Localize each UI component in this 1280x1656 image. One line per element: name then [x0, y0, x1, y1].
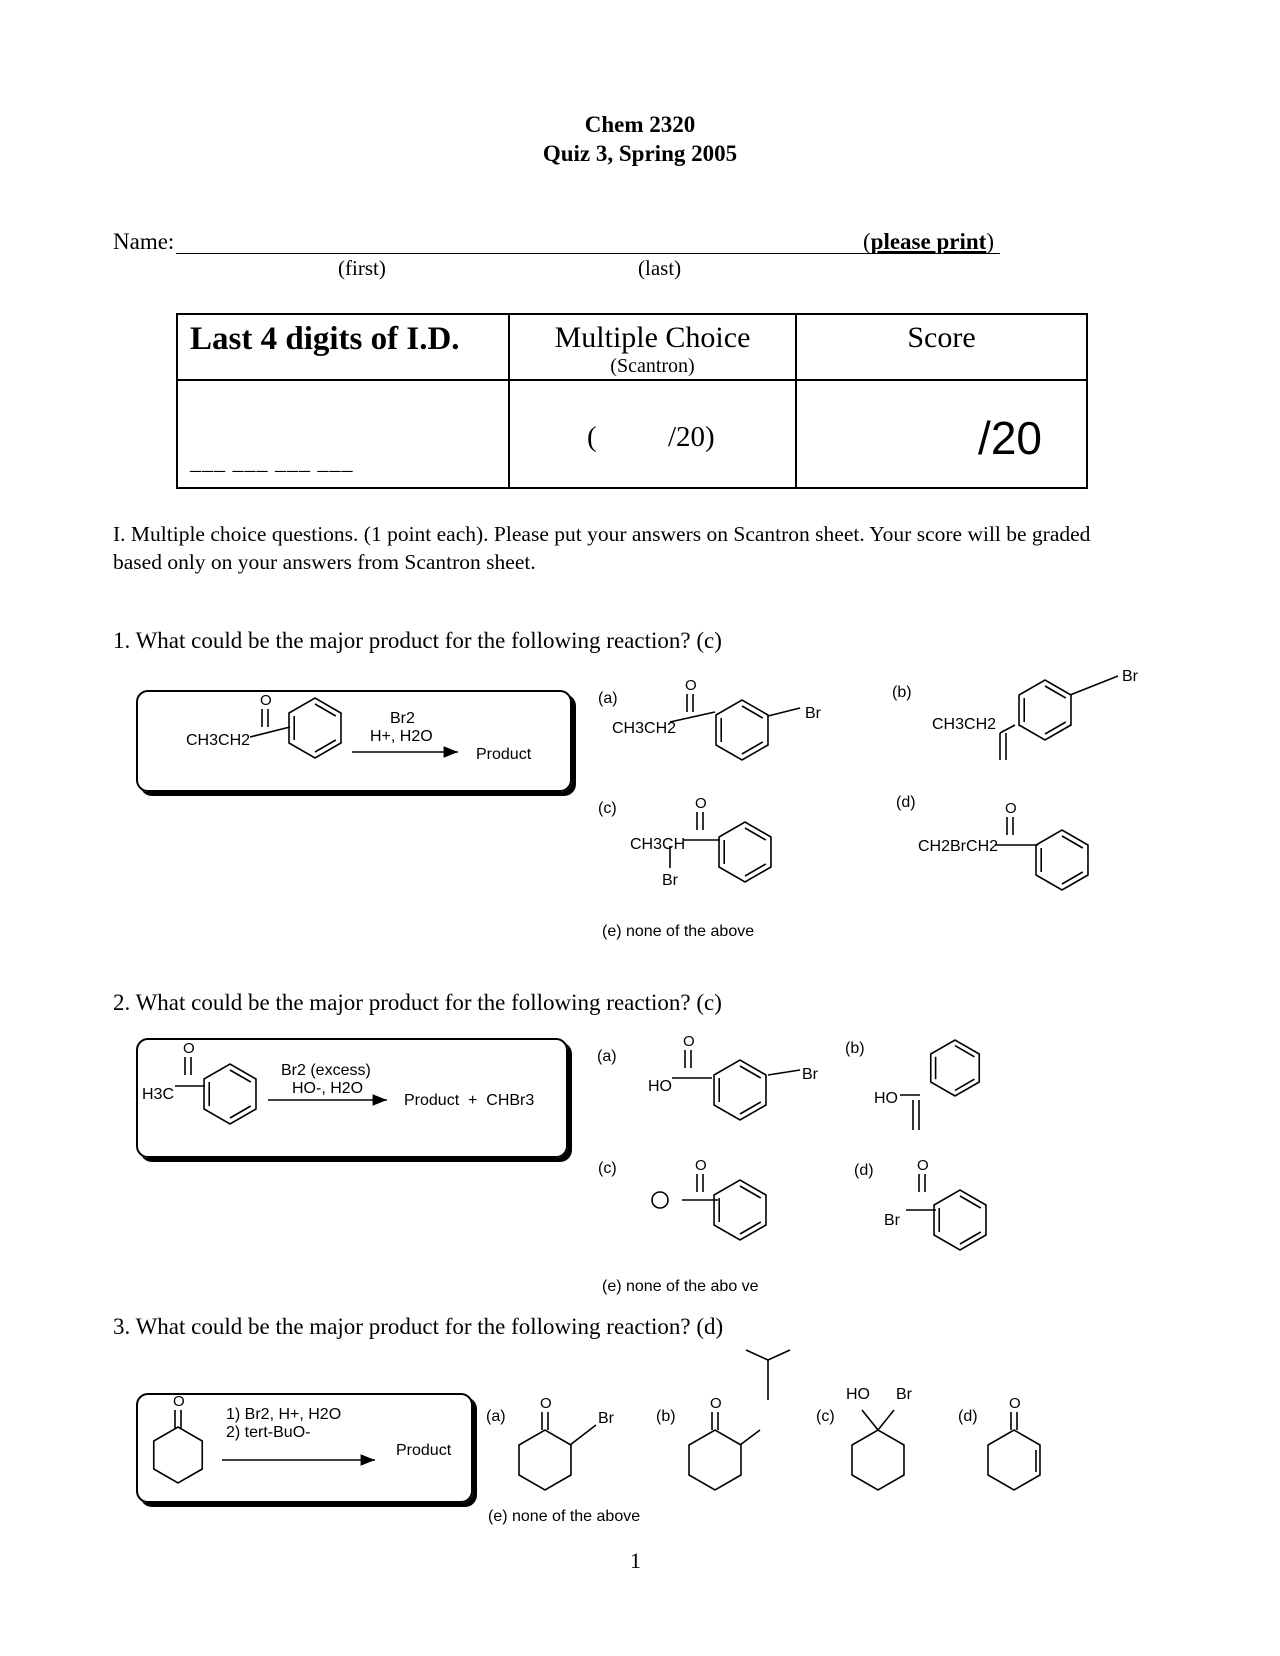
q2-option-b-ho: HO	[874, 1090, 898, 1107]
q2-reagent-top: Br2 (excess)	[281, 1062, 371, 1079]
q1-option-b-br: Br	[1122, 668, 1138, 685]
q2-b-benzene-ring-double-bond	[955, 1079, 974, 1090]
question-1-text: 1. What could be the major product for the following reaction? (c)	[113, 628, 722, 653]
q1-option-a-chain: CH3CH2	[612, 720, 677, 737]
q3-c-cyclohexane-ring	[852, 1430, 904, 1490]
q2-option-d-label: (d)	[854, 1162, 874, 1179]
q3-product-label: Product	[396, 1442, 452, 1459]
q2-reagent-bottom: HO-, H2O	[292, 1080, 364, 1097]
q1-b-benzene-ring	[1019, 680, 1071, 740]
q2-option-a-label: (a)	[597, 1048, 617, 1065]
q1-option-c-br: Br	[662, 872, 678, 889]
q1-d-benzene-ring-double-bond	[1062, 872, 1083, 884]
q2-c-benzene-ring	[714, 1180, 766, 1240]
q1-option-a-label: (a)	[598, 690, 618, 707]
please-print-note: (please print)	[863, 229, 994, 254]
q1-a-bond	[670, 712, 715, 722]
mc-open-paren: (	[587, 421, 597, 453]
q1-product-label: Product	[476, 746, 532, 763]
quiz-title: Quiz 3, Spring 2005	[542, 141, 738, 166]
q3-b-cyclohexane-ring	[689, 1430, 741, 1490]
q1-option-d-label: (d)	[896, 794, 916, 811]
q2-option-c-label: (c)	[598, 1160, 617, 1177]
q2-c-anion-charge	[652, 1192, 668, 1208]
q2-a-carbonyl-oxygen: O	[683, 1033, 695, 1050]
q1-d-benzene-ring	[1036, 830, 1088, 890]
q3-option-b-label: (b)	[656, 1408, 676, 1425]
question-2-text: 2. What could be the major product for the following reaction? (c)	[113, 990, 722, 1015]
q2-a-br-bond	[768, 1070, 800, 1075]
q1-option-b-chain: CH3CH2	[932, 716, 997, 733]
q1-reagent-bottom: H+, H2O	[370, 728, 433, 745]
q2-c-carbonyl-oxygen: O	[695, 1157, 707, 1174]
q3-option-c-br: Br	[896, 1386, 912, 1403]
total-score-value: /20	[978, 412, 1042, 464]
q1-b-br-bond	[1070, 676, 1118, 695]
q1-b-bond	[1000, 725, 1015, 733]
q3-b-ether-bond	[740, 1430, 760, 1445]
q2-product-label: Product + CHBr3	[404, 1092, 535, 1109]
q2-a-benzene-ring	[714, 1060, 766, 1120]
q3-b-carbonyl-oxygen: O	[710, 1395, 722, 1412]
q3-option-c-ho: HO	[846, 1386, 870, 1403]
q2-d-benzene-ring-double-bond	[960, 1232, 981, 1244]
name-label: Name:	[113, 229, 175, 254]
q1-a-benzene-ring-double-bond	[742, 706, 763, 718]
q1-b-benzene-ring-double-bond	[1045, 722, 1066, 734]
instructions: I. Multiple choice questions. (1 point each). Please put your answers on Scantron sheet. Your score will be graded based only on your answers from Scantron sheet.	[113, 522, 1091, 574]
q3-d-carbonyl-oxygen: O	[1009, 1395, 1021, 1412]
q3-reagent-2: 2) tert-BuO-	[226, 1424, 311, 1441]
q2-reactant-chain: H3C	[142, 1086, 175, 1103]
id-header: Last 4 digits of I.D.	[190, 321, 460, 357]
q3-option-a-br: Br	[598, 1410, 614, 1427]
q1-a-benzene-ring-double-bond	[742, 742, 763, 754]
q3-option-d-label: (d)	[958, 1408, 978, 1425]
q2-d-benzene-ring-double-bond	[960, 1196, 981, 1208]
q3-d-cyclohexenone-ring	[988, 1430, 1040, 1490]
q1-reactant-chain: CH3CH2	[186, 732, 251, 749]
q1-a-benzene-ring	[716, 700, 768, 760]
q1-option-e: (e) none of the above	[602, 923, 755, 940]
q3-c-oh-bond	[862, 1410, 878, 1430]
q1-c-benzene-ring-double-bond	[745, 864, 766, 876]
q2-option-a-ho: HO	[648, 1078, 672, 1095]
mc-header: Multiple Choice	[554, 321, 751, 354]
question-3-text: 3. What could be the major product for the following reaction? (d)	[113, 1314, 724, 1339]
q3-option-e: (e) none of the above	[488, 1508, 641, 1525]
q3-reactant-carbonyl-oxygen: O	[173, 1393, 185, 1410]
q3-reagent-1: 1) Br2, H+, H2O	[226, 1406, 342, 1423]
q3-a-carbonyl-oxygen: O	[540, 1395, 552, 1412]
q3-option-c-label: (c)	[816, 1408, 835, 1425]
last-name-label: (last)	[638, 256, 682, 280]
q1-a-br-bond	[768, 708, 800, 716]
q1-option-b-label: (b)	[892, 684, 912, 701]
id-blanks[interactable]: ___ ___ ___ ___	[190, 449, 354, 474]
q1-option-c-label: (c)	[598, 800, 617, 817]
q1-b-benzene-ring-double-bond	[1045, 686, 1066, 698]
q2-b-benzene-ring-double-bond	[955, 1046, 974, 1057]
q2-reactant-carbonyl-oxygen: O	[183, 1040, 195, 1057]
q2-b-benzene-ring	[931, 1040, 979, 1096]
q1-option-c-chain: CH3CH	[630, 836, 686, 853]
q1-c-benzene-ring-double-bond	[745, 828, 766, 840]
q3-c-br-bond	[878, 1410, 894, 1430]
q3-option-a-label: (a)	[486, 1408, 506, 1425]
q1-reactant-carbonyl-oxygen: O	[260, 692, 272, 709]
please-print-text: please print	[870, 229, 987, 254]
q1-c-benzene-ring	[719, 822, 771, 882]
q1-option-a-br: Br	[805, 705, 821, 722]
q2-c-benzene-ring-double-bond	[740, 1222, 761, 1234]
q2-c-benzene-ring-double-bond	[740, 1186, 761, 1198]
q2-option-b-label: (b)	[845, 1040, 865, 1057]
q1-d-carbonyl-oxygen: O	[1005, 800, 1017, 817]
q1-a-carbonyl-oxygen: O	[685, 677, 697, 694]
mc-subheader: (Scantron)	[610, 355, 695, 377]
q2-option-a-br: Br	[802, 1066, 818, 1083]
q1-d-benzene-ring-double-bond	[1062, 836, 1083, 848]
q3-b-tbutyl-bond	[768, 1350, 790, 1360]
mc-score-value: /20)	[668, 421, 715, 453]
q2-a-benzene-ring-double-bond	[740, 1066, 761, 1078]
q3-b-tbutyl-bond	[746, 1350, 768, 1360]
q2-d-carbonyl-oxygen: O	[917, 1157, 929, 1174]
q2-a-benzene-ring-double-bond	[740, 1102, 761, 1114]
q3-a-br-bond	[570, 1425, 596, 1445]
score-header: Score	[907, 321, 976, 354]
q2-option-d-br: Br	[884, 1212, 900, 1229]
q1-c-carbonyl-oxygen: O	[695, 795, 707, 812]
page-number: 1	[630, 1548, 641, 1573]
first-name-label: (first)	[338, 256, 386, 280]
course-title: Chem 2320	[584, 112, 696, 137]
q3-a-cyclohexane-ring	[519, 1430, 571, 1490]
q1-reagent-top: Br2	[390, 710, 415, 727]
q1-option-d-chain: CH2BrCH2	[918, 838, 999, 855]
q2-option-e: (e) none of the abo ve	[602, 1278, 759, 1295]
q2-d-benzene-ring	[934, 1190, 986, 1250]
